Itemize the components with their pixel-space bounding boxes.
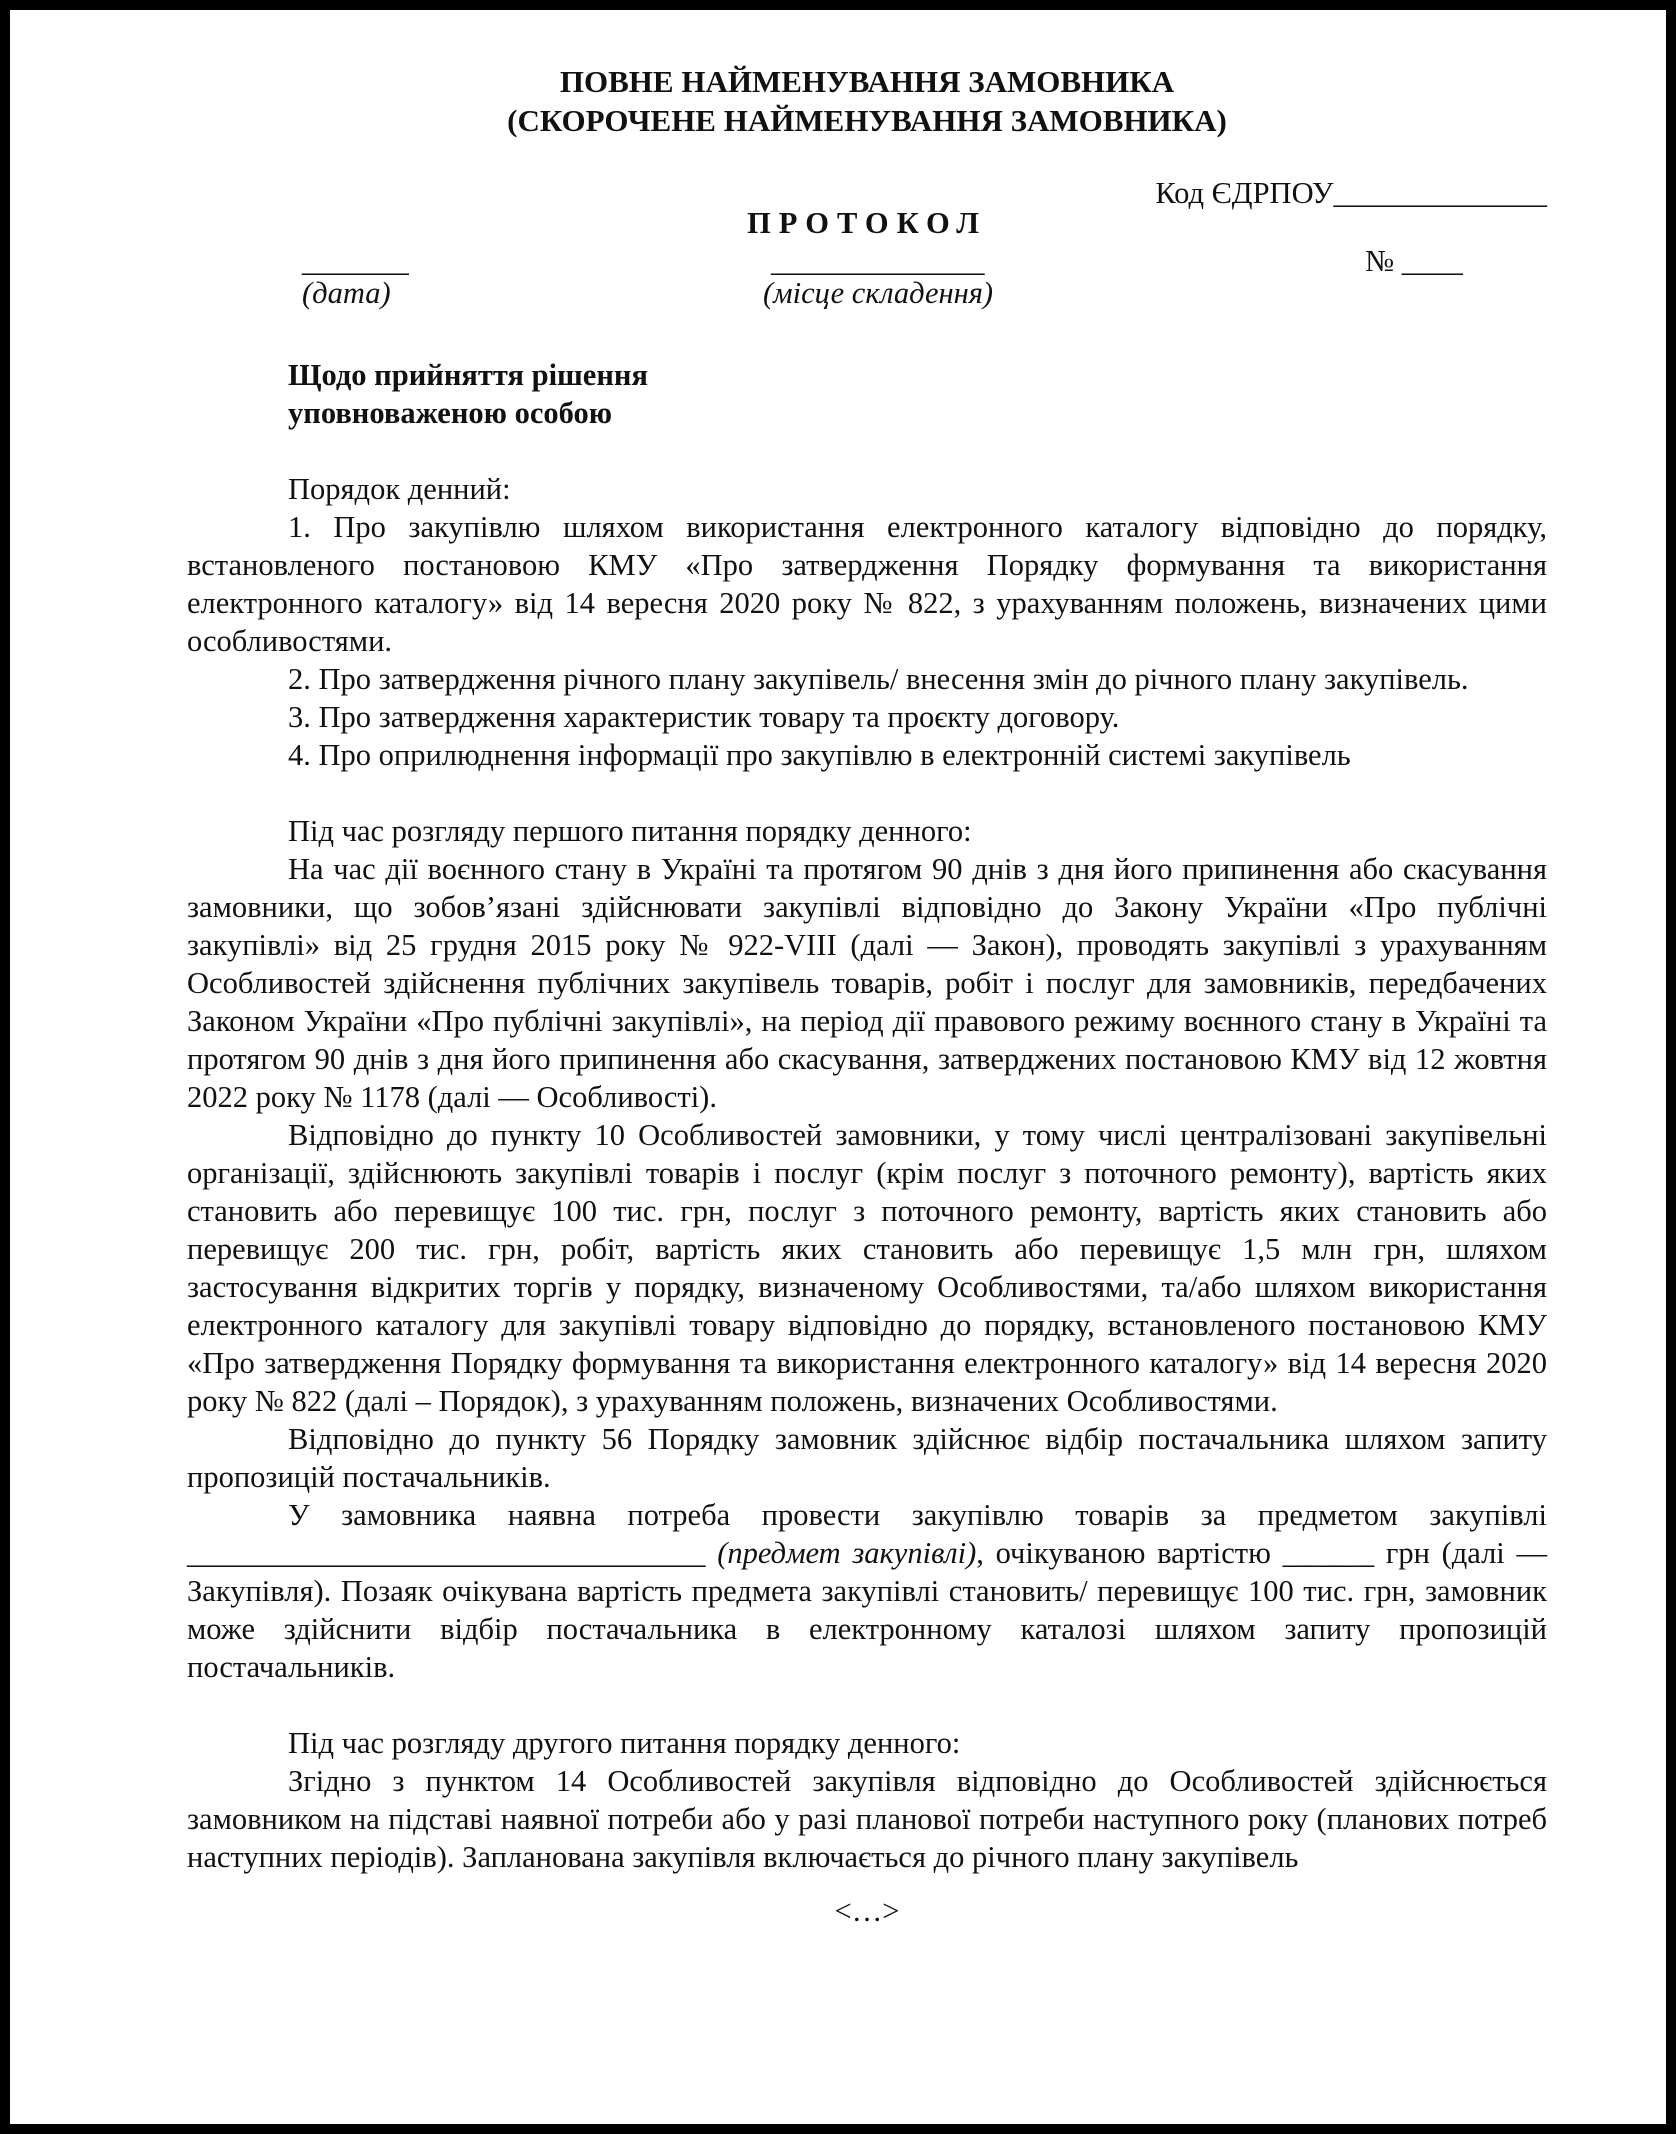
agenda-item-1: 1. Про закупівлю шляхом використання електронного каталогу відповідно до порядку, встановленого постановою КМУ «Про затвердження Порядку формування та використання електронного каталогу» від 14 вересня 2020 року № 822, з урахуванням положень, визначених цими особливостями. xyxy=(187,510,1547,658)
second-question-heading: Під час розгляду другого питання порядку денного: xyxy=(288,1726,961,1760)
paragraph-point-14: Згідно з пунктом 14 Особливостей закупівля відповідно до Особливостей здійснюється замовником на підставі наявної потреби або у разі планової потреби наступного року (планових потреб наступних періодів). Запланована закупівля включається до річного плану закупівель xyxy=(187,1764,1547,1874)
paragraph-martial-law: На час дії воєнного стану в Україні та протягом 90 днів з дня його припинення або скасування замовники, що зобов’язані здійснювати закупівлі відповідно до Закону України «Про публічні закупівлі» від 25 грудня 2015 року № 922-VIII (далі — Закон), проводять закупівлі з урахуванням Особливостей здійснення публічних закупівель товарів, робіт і послуг для замовників, передбачених Законом України «Про публічні закупівлі», на період дії правового режиму воєнного стану в Україні та протягом 90 днів з дня його припинення або скасування, затверджених постановою КМУ від 12 жовтня 2022 року № 1178 (далі — Особливості). xyxy=(187,852,1547,1114)
subject-line-2: уповноваженою особою xyxy=(288,396,613,430)
protocol-subject xyxy=(187,356,1547,432)
org-short-name: (СКОРОЧЕНЕ НАЙМЕНУВАННЯ ЗАМОВНИКА) xyxy=(507,103,1227,138)
first-question-heading: Під час розгляду першого питання порядку денного: xyxy=(288,814,972,848)
subject-blank: __________________________________ xyxy=(187,1536,706,1570)
agenda-item-3: 3. Про затвердження характеристик товару та проєкту договору. xyxy=(288,700,1120,734)
document-page xyxy=(187,62,1547,1930)
need-text-1: У замовника наявна потреба провести закупівлю товарів за предметом закупівлі xyxy=(288,1498,1547,1532)
place-caption: (місце складення) xyxy=(763,276,994,310)
paragraph-point-56: Відповідно до пункту 56 Порядку замовник здійснює відбір постачальника шляхом запиту пропозицій постачальників. xyxy=(187,1422,1547,1494)
protocol-number: № ____ xyxy=(1365,244,1463,278)
value-blank: ____ xyxy=(1282,1536,1344,1570)
value-blank-2: __ xyxy=(1343,1536,1375,1570)
paragraph-point-10: Відповідно до пункту 10 Особливостей замовники, у тому числі централізовані закупівельні організації, здійснюють закупівлі товарів і послуг (крім послуг з поточного ремонту), вартість яких становить або перевищує 100 тис. грн, послуг з поточного ремонту, вартість яких становить або перевищує 200 тис. грн, робіт, вартість яких становить або перевищує 1,5 млн грн, шляхом застосування відкритих торгів у порядку, визначеному Особливостями, та/або шляхом використання електронного каталогу для закупівлі товару відповідно до порядку, встановленого постановою КМУ «Про затвердження Порядку формування та використання електронного каталогу» від 14 вересня 2020 року № 822 (далі – Порядок), з урахуванням положень, визначених Особливостями. xyxy=(187,1118,1547,1418)
need-text-3: грн (далі — Закупівля). Позаяк очікувана вартість предмета закупівлі становить/ перевищує 100 тис. грн, замовник може здійснити відбір постачальника в електронному каталозі шляхом запиту пропозицій постачальників. xyxy=(187,1536,1547,1684)
agenda-item-2: 2. Про затвердження річного плану закупівель/ внесення змін до річного плану закупівель. xyxy=(288,662,1469,696)
subject-caption: (предмет закупівлі) xyxy=(717,1536,977,1570)
need-text-2: , очікуваною вартістю xyxy=(976,1536,1271,1570)
place-blank: ______________ xyxy=(771,244,985,278)
subject-line-1: Щодо прийняття рішення xyxy=(288,358,648,392)
agenda-heading: Порядок денний: xyxy=(288,472,511,506)
protocol-title: ПРОТОКОЛ xyxy=(747,206,987,240)
paragraph-procurement-need xyxy=(187,1496,1547,1686)
edrpou-code: Код ЄДРПОУ______________ xyxy=(1155,176,1547,210)
date-blank: _______ xyxy=(302,244,409,278)
continuation-ellipsis: <…> xyxy=(834,1894,900,1928)
agenda-item-4: 4. Про оприлюднення інформації про закупівлю в електронній системі закупівель xyxy=(288,738,1351,772)
org-full-name: ПОВНЕ НАЙМЕНУВАННЯ ЗАМОВНИКА xyxy=(559,64,1175,99)
protocol-meta-row xyxy=(187,242,1547,318)
date-caption: (дата) xyxy=(302,276,391,310)
